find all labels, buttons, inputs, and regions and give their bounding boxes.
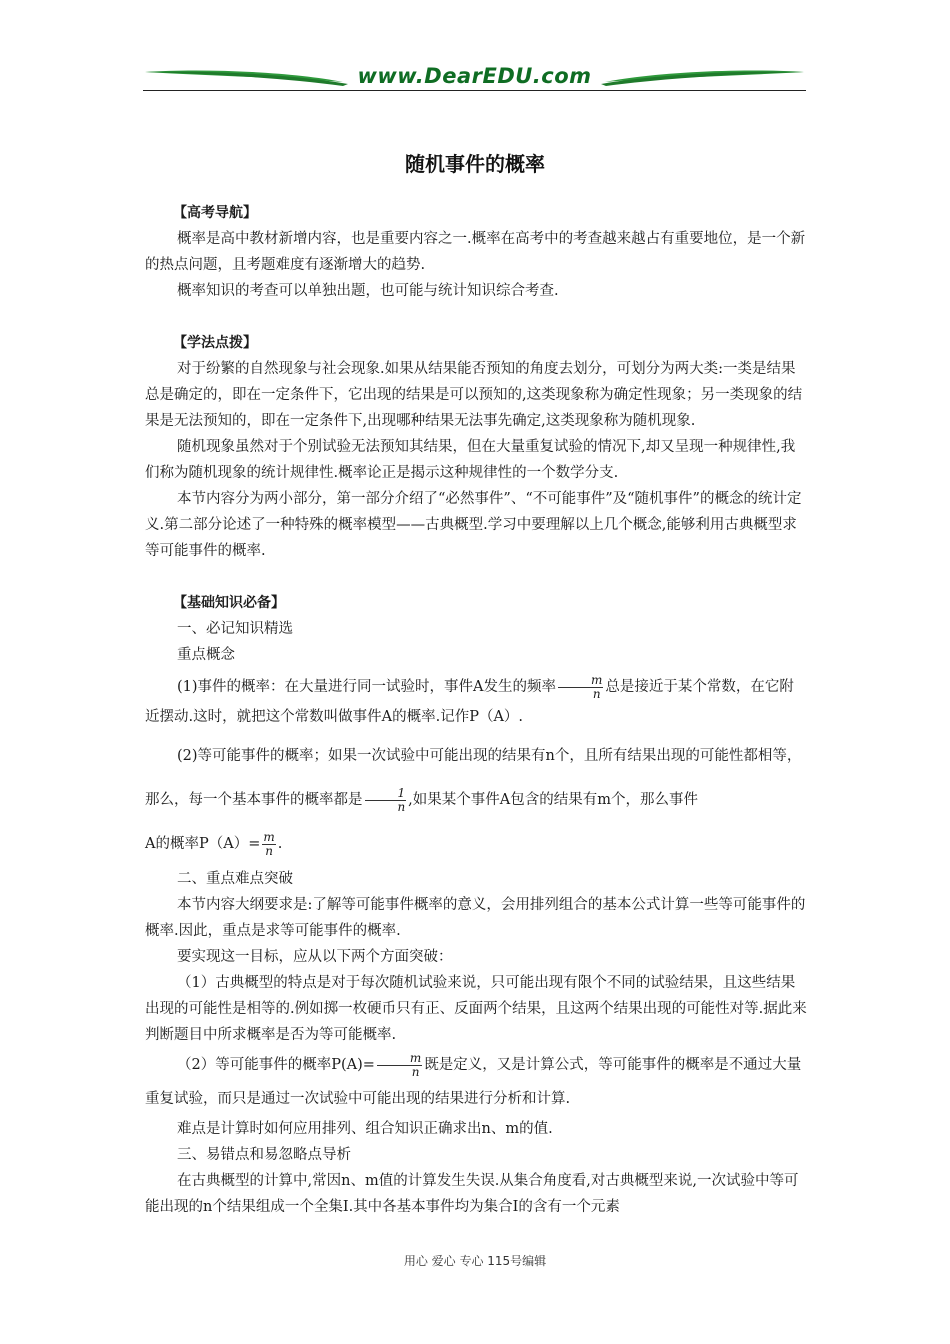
paragraph: 要实现这一目标，应从以下两个方面突破： [177,949,453,965]
fraction-1-over-n: $\frac{1}{n}$ [365,787,407,814]
paragraph: 难点是计算时如何应用排列、组合知识正确求出n、m的值. [177,1121,553,1137]
paragraph: 在古典概型的计算中,常因n、m值的计算发生失误.从集合角度看,对古典概型来说,一次试验中等可能出现的n个结果组成一个全集I.其中各基本事件均为集合I的含有一个元素 [145,1173,799,1215]
fraction-m-over-n: $\frac{m}{n}$ [377,1052,422,1079]
header-rule [143,90,806,91]
fraction-m-over-n: $\frac{m}{n}$ [263,829,275,858]
paragraph: 随机现象虽然对于个别试验无法预知其结果，但在大量重复试验的情况下,却又呈现一种规律性,我们称为随机现象的统计规律性.概率论正是揭示这种规律性的一个数学分支. [145,439,796,481]
site-brand[interactable]: www.DearEDU.com [357,64,592,88]
definition-1: (1)事件的概率：在大量进行同一试验时，事件A发生的频率 $\frac{m}{n}$ 总是接近于某个常数，在它附近摆动.这时，就把这个常数叫做事件A的概率.记作P（A）. [145,672,794,725]
paragraph: （1）古典概型的特点是对于每次随机试验来说，只可能出现有限个不同的试验结果，且这些结果出现的可能性是相等的.例如掷一枚硬币只有正、反面两个结果，且这两个结果出现的可能性对等.据此来判断题目中所求概率是否为等可能概率. [145,975,807,1043]
section-heading-method: 【学法点拨】 [173,335,257,351]
paragraph: 对于纷繁的自然现象与社会现象.如果从结果能否预知的角度去划分，可划分为两大类:一类是结果总是确定的，即在一定条件下，它出现的结果是可以预知的,这类现象称为确定性现象；另一类现象的结果是无法预知的，即在一定条件下,出现哪种结果无法事先确定,这类现象称为随机现象. [145,361,803,429]
paragraph: 概率知识的考查可以单独出题，也可能与统计知识综合考查. [177,283,559,299]
sub-heading: 三、易错点和易忽略点导析 [177,1147,351,1163]
definition-2: (2)等可能事件的概率；如果一次试验中可能出现的结果有n个，且所有结果出现的可能性都相等，那么，每一个基本事件的概率都是 $\frac{1}{n}$ ,如果某个事件A包含的结果有m个，那么事件 [145,748,802,814]
definition-2-formula: A的概率P（A）= $\frac{m}{n}$ . [145,829,283,858]
section-heading-gaokao: 【高考导航】 [173,205,257,221]
page-footer: 用心 爱心 专心 115号编辑 [403,1254,547,1268]
paragraph-formula: （2）等可能事件的概率P(A)= $\frac{m}{n}$ 既是定义，又是计算公式，等可能事件的概率是不通过大量重复试验，而只是通过一次试验中可能出现的结果进行分析和计算. [145,1050,802,1107]
sub-heading: 二、重点难点突破 [177,871,293,887]
fraction-m-over-n: $\frac{m}{n}$ [558,674,603,701]
paragraph: 本节内容分为两小部分，第一部分介绍了“必然事件”、“不可能事件”及“随机事件”的概念的统计定义.第二部分论述了一种特殊的概率模型——古典概型.学习中要理解以上几个概念,能够利用古典概型求等可能事件的概率. [145,491,802,559]
document-body [145,200,807,1220]
page-title: 随机事件的概率 [405,152,545,176]
sub-heading: 一、必记知识精选 [177,621,293,637]
sub-heading: 重点概念 [177,647,235,663]
paragraph: 概率是高中教材新增内容，也是重要内容之一.概率在高考中的考查越来越占有重要地位，是一个新的热点问题，且考题难度有逐渐增大的趋势. [145,231,806,273]
section-heading-basics: 【基础知识必备】 [173,595,285,611]
paragraph: 本节内容大纲要求是:了解等可能事件概率的意义，会用排列组合的基本公式计算一些等可能事件的概率.因此，重点是求等可能事件的概率. [145,897,806,939]
